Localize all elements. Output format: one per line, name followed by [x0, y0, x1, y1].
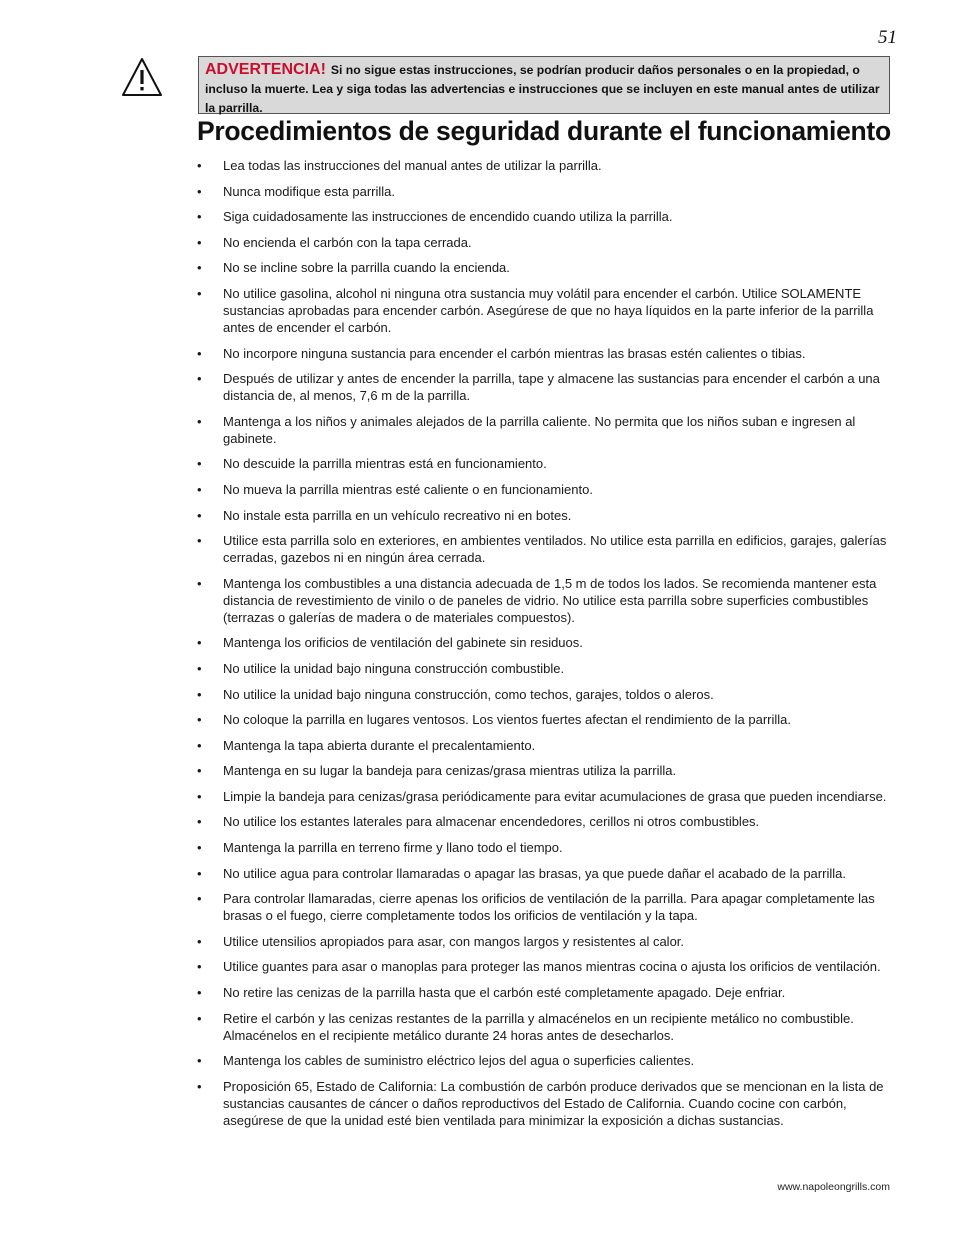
bullet-icon: •	[197, 456, 202, 472]
list-item-text: No encienda el carbón con la tapa cerrada.	[223, 234, 472, 250]
list-item-text: No mueva la parrilla mientras esté caliente o en funcionamiento.	[223, 481, 593, 497]
bullet-icon: •	[197, 413, 202, 429]
list-item-text: Utilice esta parrilla solo en exteriores, en ambientes ventilados. No utilice esta parrilla en edificios, garajes, galerías cerradas, gazebos ni en ningún área cerrada.	[223, 533, 887, 566]
list-item	[195, 813, 900, 830]
bullet-icon: •	[197, 635, 202, 651]
list-item	[195, 259, 900, 276]
bullet-icon: •	[197, 959, 202, 975]
bullet-icon: •	[197, 285, 202, 301]
list-item	[195, 507, 900, 524]
list-item-text: Proposición 65, Estado de California: La combustión de carbón produce derivados que se mencionan en la lista de sustancias causantes de cáncer o daños reproductivos del Estado de California. Cuando cocine con carbón, asegúrese de que la unidad esté bien ventilada para minimizar la exposición a dichas sustancias.	[223, 1078, 884, 1128]
bullet-icon: •	[197, 865, 202, 881]
bullet-icon: •	[197, 260, 202, 276]
list-item-text: No instale esta parrilla en un vehículo recreativo ni en botes.	[223, 507, 572, 523]
list-item-text: Mantenga los orificios de ventilación del gabinete sin residuos.	[223, 635, 583, 651]
bullet-icon: •	[197, 840, 202, 856]
bullet-icon: •	[197, 533, 202, 549]
list-item-text: No se incline sobre la parrilla cuando la encienda.	[223, 260, 510, 276]
list-item	[195, 634, 900, 651]
list-item	[195, 1078, 900, 1129]
bullet-icon: •	[197, 158, 202, 173]
list-item	[195, 839, 900, 856]
list-item-text: Mantenga la tapa abierta durante el precalentamiento.	[223, 737, 536, 753]
warning-text: Si no sigue estas instrucciones, se podrían producir daños personales o en la propiedad, o incluso la muerte. Lea y siga todas las advertencias e instrucciones que se incluyen en este manual antes de utilizar la parrilla.	[205, 63, 880, 115]
list-item	[195, 737, 900, 754]
list-item-text: No utilice la unidad bajo ninguna construcción combustible.	[223, 660, 565, 676]
list-item	[195, 958, 900, 975]
bullet-icon: •	[197, 481, 202, 497]
warning-triangle-icon	[121, 57, 163, 97]
bullet-icon: •	[197, 985, 202, 1001]
list-item	[195, 890, 900, 924]
list-item	[195, 788, 900, 805]
bullet-icon: •	[197, 933, 202, 949]
list-item	[195, 575, 900, 626]
bullet-icon: •	[197, 234, 202, 250]
list-item	[195, 234, 900, 251]
list-item-text: No descuide la parrilla mientras está en funcionamiento.	[223, 456, 547, 472]
list-item-text: No coloque la parrilla en lugares ventosos. Los vientos fuertes afectan el rendimiento de la parrilla.	[223, 712, 791, 728]
list-item-text: Mantenga en su lugar la bandeja para cenizas/grasa mientras utiliza la parrilla.	[223, 763, 677, 779]
list-item	[195, 660, 900, 677]
bullet-icon: •	[197, 814, 202, 830]
bullet-icon: •	[197, 575, 202, 591]
bullet-icon: •	[197, 507, 202, 523]
list-item-text: No utilice la unidad bajo ninguna construcción, como techos, garajes, toldos o aleros.	[223, 686, 714, 702]
list-item	[195, 865, 900, 882]
bullet-icon: •	[197, 660, 202, 676]
list-item	[195, 285, 900, 336]
list-item-text: No incorpore ninguna sustancia para encender el carbón mientras las brasas estén calientes o tibias.	[223, 345, 806, 361]
bullet-icon: •	[197, 209, 202, 225]
list-item-text: Utilice utensilios apropiados para asar, con mangos largos y resistentes al calor.	[223, 933, 685, 949]
list-item-text: Limpie la bandeja para cenizas/grasa periódicamente para evitar acumulaciones de grasa que pueden incendiarse.	[223, 788, 887, 804]
list-item-text: Retire el carbón y las cenizas restantes de la parrilla y almacénelos en un recipiente metálico no combustible. Almacénelos en el recipiente metálico durante 24 horas antes de desecharlos.	[223, 1010, 854, 1043]
bullet-icon: •	[197, 183, 202, 199]
list-item	[195, 413, 900, 447]
list-item-text: Nunca modifique esta parrilla.	[223, 183, 395, 199]
list-item	[195, 1010, 900, 1044]
list-item-text: No utilice los estantes laterales para almacenar encendedores, cerillos ni otros combustibles.	[223, 814, 760, 830]
list-item	[195, 711, 900, 728]
bullet-icon: •	[197, 712, 202, 728]
list-item-text: Siga cuidadosamente las instrucciones de encendido cuando utiliza la parrilla.	[223, 209, 673, 225]
bullet-icon: •	[197, 371, 202, 387]
bullet-icon: •	[197, 891, 202, 907]
footer-url: www.napoleongrills.com	[777, 1181, 890, 1193]
list-item	[195, 532, 900, 566]
list-item	[195, 455, 900, 472]
bullet-icon: •	[197, 345, 202, 361]
bullet-icon: •	[197, 1010, 202, 1026]
list-item-text: No utilice gasolina, alcohol ni ninguna otra sustancia muy volátil para encender el carbón. Utilice SOLAMENTE sustancias aprobadas para encender carbón. Asegúrese de que no haya líquidos en la parte inferior de la parrilla antes de encender el carbón.	[223, 285, 874, 335]
list-item	[195, 762, 900, 779]
list-item	[195, 370, 900, 404]
list-item	[195, 686, 900, 703]
bullet-icon: •	[197, 1053, 202, 1069]
list-item	[195, 183, 900, 200]
list-item-text: Lea todas las instrucciones del manual antes de utilizar la parrilla.	[223, 158, 602, 173]
list-item-text: Mantenga los cables de suministro eléctrico lejos del agua o superficies calientes.	[223, 1053, 695, 1069]
list-item	[195, 984, 900, 1001]
list-item	[195, 208, 900, 225]
bullet-icon: •	[197, 686, 202, 702]
list-item-text: Para controlar llamaradas, cierre apenas los orificios de ventilación de la parrilla. Para apagar completamente las brasas o el fuego, cierre completamente todos los orificios de ventilación y la tapa.	[223, 891, 875, 924]
list-item-text: Después de utilizar y antes de encender la parrilla, tape y almacene las sustancias para encender el carbón a una distancia de, al menos, 7,6 m de la parrilla.	[223, 371, 880, 404]
list-item	[195, 345, 900, 362]
safety-list	[195, 157, 900, 1137]
list-item	[195, 481, 900, 498]
list-item	[195, 157, 900, 174]
list-item-text: Mantenga los combustibles a una distancia adecuada de 1,5 m de todos los lados. Se recomienda mantener esta distancia de revestimiento de vinilo o de paneles de vidrio. No utilice esta parrilla sobre superficies combustibles (terrazas o galerías de madera o de materiales compuestos).	[223, 575, 877, 625]
list-item	[195, 1052, 900, 1069]
page-heading: Procedimientos de seguridad durante el funcionamiento	[197, 116, 891, 146]
bullet-icon: •	[197, 737, 202, 753]
bullet-icon: •	[197, 1078, 202, 1094]
page-number: 51	[878, 27, 897, 48]
warning-label: ADVERTENCIA!	[205, 61, 326, 78]
warning-box	[198, 56, 890, 114]
list-item-text: No retire las cenizas de la parrilla hasta que el carbón esté completamente apagado. Deje enfriar.	[223, 985, 786, 1001]
list-item-text: Utilice guantes para asar o manoplas para proteger las manos mientras cocina o ajusta los orificios de ventilación.	[223, 959, 881, 975]
list-item-text: No utilice agua para controlar llamaradas o apagar las brasas, ya que puede dañar el acabado de la parrilla.	[223, 865, 846, 881]
bullet-icon: •	[197, 788, 202, 804]
list-item-text: Mantenga la parrilla en terreno firme y llano todo el tiempo.	[223, 840, 563, 856]
bullet-icon: •	[197, 763, 202, 779]
list-item	[195, 933, 900, 950]
list-item-text: Mantenga a los niños y animales alejados de la parrilla caliente. No permita que los niños suban e ingresen al gabinete.	[223, 413, 856, 446]
